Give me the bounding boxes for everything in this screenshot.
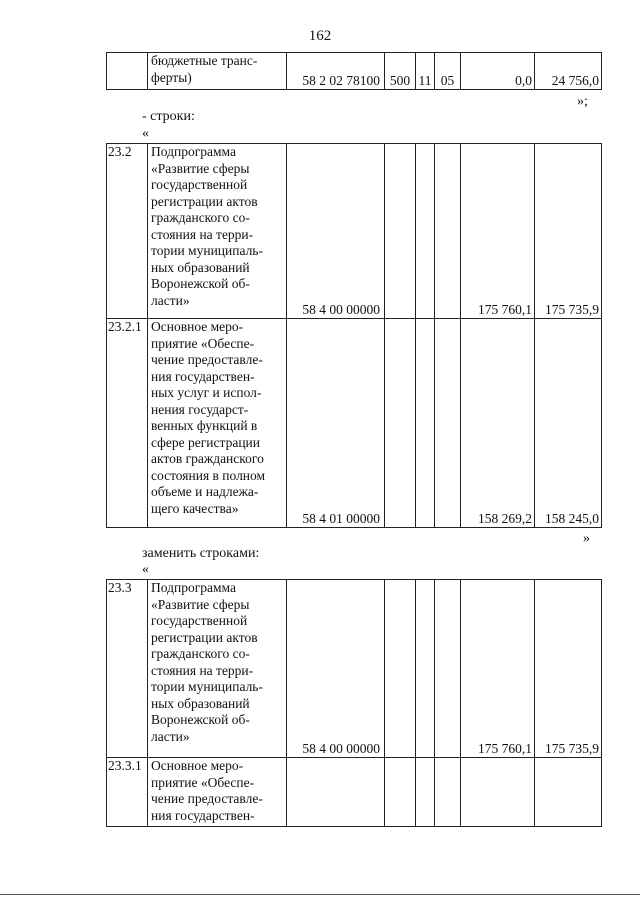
row-code: 58 4 01 00000 [287, 319, 385, 528]
table-row [107, 144, 602, 319]
page-bottom-rule [0, 894, 640, 895]
budget-table-top [106, 52, 602, 90]
row-name: Подпрограмма «Развитие сферы государственной регистрации актов гражданского со- стояния на терри- тории муниципаль- ных образований Воронежской об- ласти» [148, 144, 287, 319]
row-amount-1 [461, 758, 535, 827]
row-code [287, 758, 385, 827]
row-name: бюджетные транс- ферты) [148, 53, 287, 90]
row-amount-2 [535, 758, 602, 827]
row-expense-type [385, 580, 416, 758]
budget-table-old-rows [106, 143, 602, 528]
row-amount-2: 175 735,9 [535, 144, 602, 319]
row-subsection [435, 758, 461, 827]
close-quote: » [583, 531, 590, 546]
row-code: 58 4 00 00000 [287, 580, 385, 758]
budget-table-new-rows [106, 579, 602, 827]
row-subsection [435, 580, 461, 758]
open-quote: « [142, 562, 149, 577]
row-expense-type [385, 758, 416, 827]
row-section [416, 758, 435, 827]
row-amount-2: 158 245,0 [535, 319, 602, 528]
table-row [107, 319, 602, 528]
row-amount-1: 0,0 [461, 53, 535, 90]
row-amount-2: 175 735,9 [535, 580, 602, 758]
row-subsection [435, 319, 461, 528]
table-row [107, 53, 602, 90]
row-number: 23.2.1 [107, 319, 148, 528]
row-expense-type [385, 319, 416, 528]
row-number: 23.3.1 [107, 758, 148, 827]
row-section [416, 319, 435, 528]
row-amount-2: 24 756,0 [535, 53, 602, 90]
row-section [416, 580, 435, 758]
row-name: Подпрограмма «Развитие сферы государственной регистрации актов гражданского со- стояния на терри- тории муниципаль- ных образований Воронежской об- ласти» [148, 580, 287, 758]
table-row [107, 580, 602, 758]
label-rows: - строки: [142, 109, 195, 124]
row-section [416, 144, 435, 319]
open-quote: « [142, 126, 149, 141]
row-amount-1: 158 269,2 [461, 319, 535, 528]
row-subsection: 05 [435, 53, 461, 90]
row-subsection [435, 144, 461, 319]
row-number: 23.3 [107, 580, 148, 758]
page-number: 162 [308, 28, 332, 44]
row-code: 58 4 00 00000 [287, 144, 385, 319]
row-number: 23.2 [107, 144, 148, 319]
row-name: Основное меро- приятие «Обеспе- чение предоставле- ния государствен- ных услуг и испол- нения государст- венных функций в сфере регистрации актов гражданского состояния в полном объеме и надлежа- щего качества» [148, 319, 287, 528]
row-amount-1: 175 760,1 [461, 580, 535, 758]
row-expense-type: 500 [385, 53, 416, 90]
close-quote-semicolon: »; [577, 94, 588, 109]
row-code: 58 2 02 78100 [287, 53, 385, 90]
row-amount-1: 175 760,1 [461, 144, 535, 319]
row-section: 11 [416, 53, 435, 90]
row-number [107, 53, 148, 90]
row-name: Основное меро- приятие «Обеспе- чение предоставле- ния государствен- [148, 758, 287, 827]
table-row [107, 758, 602, 827]
label-replace-with-rows: заменить строками: [142, 546, 260, 561]
row-expense-type [385, 144, 416, 319]
